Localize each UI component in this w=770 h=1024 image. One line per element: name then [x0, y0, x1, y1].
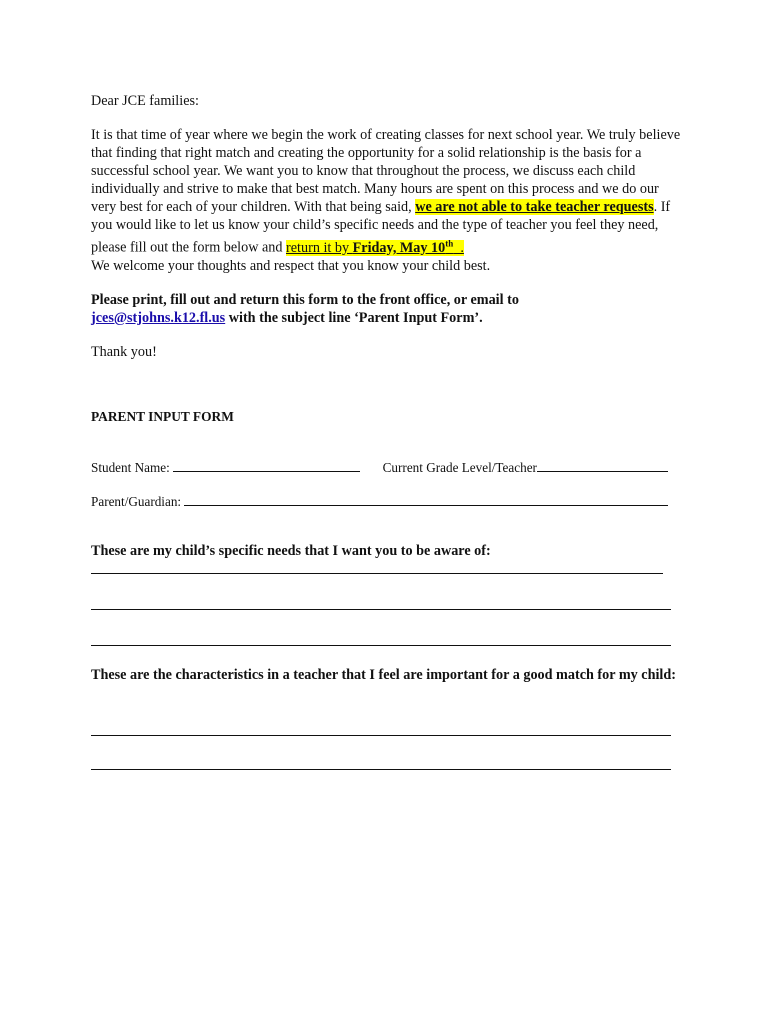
- intro-paragraph: [91, 126, 681, 275]
- guardian-field[interactable]: [184, 493, 668, 506]
- needs-heading: These are my child’s specific needs that I want you to be aware of:: [91, 543, 491, 559]
- email-link[interactable]: jces@stjohns.k12.fl.us: [91, 309, 226, 326]
- letter-body: [91, 92, 681, 361]
- instructions-text-2: with the subject line ‘Parent Input Form’.: [225, 309, 483, 326]
- deadline-date: Friday, May 10: [352, 239, 446, 256]
- return-deadline-highlight: return it by Friday, May 10th .: [286, 238, 464, 256]
- needs-answer-line-1[interactable]: [91, 573, 663, 574]
- student-name-label: Student Name:: [91, 460, 170, 475]
- instructions-text-1: Please print, fill out and return this form to the front office, or email to: [91, 291, 519, 308]
- student-name-field[interactable]: [173, 459, 360, 472]
- intro-text-1: It is that time of year where we begin the work of creating classes for next school year. We truly believe that finding that right match and creating the opportunity for a solid relationship is the basis for a successful school year. We want you to know that throughout the process, we discuss each child individually and strive to make that best match. Many hours are spent on this process and we do our very best for each of your children. With that being said,: [91, 127, 681, 215]
- return-text: return it by: [286, 239, 353, 256]
- characteristics-answer-line-2[interactable]: [91, 769, 671, 770]
- no-requests-highlight: we are not able to take teacher requests: [415, 199, 654, 215]
- deadline-suffix: th: [445, 238, 454, 248]
- characteristics-answer-line-1[interactable]: [91, 735, 671, 736]
- characteristics-heading: These are the characteristics in a teacher that I feel are important for a good match for my child:: [91, 667, 676, 683]
- grade-teacher-field[interactable]: [537, 459, 668, 472]
- needs-answer-line-2[interactable]: [91, 609, 671, 610]
- grade-teacher-label: Current Grade Level/Teacher: [382, 460, 537, 475]
- greeting: Dear JCE families:: [91, 93, 199, 109]
- needs-answer-line-3[interactable]: [91, 645, 671, 646]
- thanks-line: Thank you!: [91, 343, 157, 360]
- student-info-row: [91, 459, 668, 476]
- guardian-row: [91, 493, 668, 510]
- intro-text-3: We welcome your thoughts and respect that you know your child best.: [91, 257, 491, 274]
- guardian-label: Parent/Guardian:: [91, 494, 182, 509]
- instructions-paragraph: [91, 291, 681, 327]
- intro-text-2: . If you would like to let us know your child’s specific needs and the type of teacher you feel they need, please fill out the form below and: [91, 199, 671, 256]
- form-title: PARENT INPUT FORM: [91, 409, 234, 424]
